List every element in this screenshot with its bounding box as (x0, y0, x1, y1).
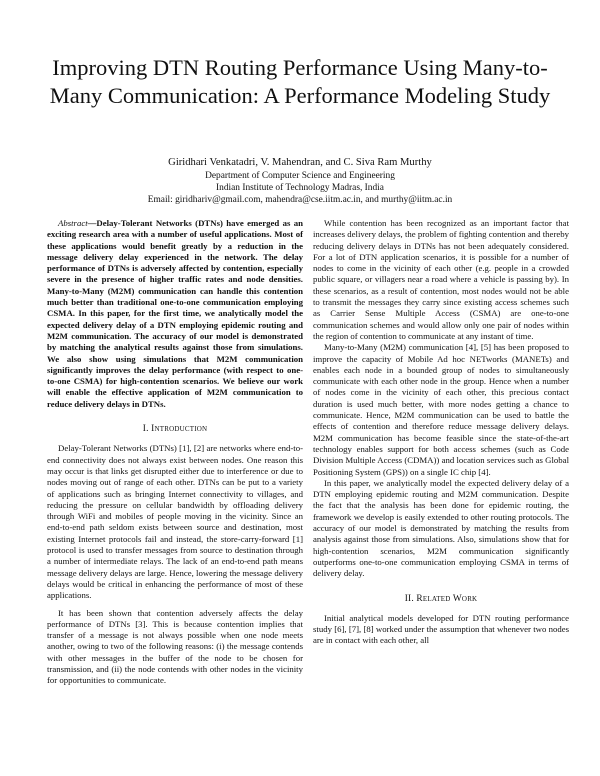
intro-paragraph-1: Delay-Tolerant Networks (DTNs) [1], [2] are networks where end-to-end connectivity does not always exist between nodes. One reason this may occur is that links get disrupted either due to interference or due to nodes moving out of range of each other. DTNs can be put to a variety of applications such as bringing Internet connectivity to villages, and reducing the pressure on cellular bandwidth by offloading delivery through WiFi and mobiles of people moving in the vicinity. Since an end-to-end path seldom exists between source and destination, most existing Internet protocols fail and instead, the store-carry-forward [1] protocol is used to transfer messages from source to destination through a number of intermediate relays. The lack of an end-to-end path means message delivery delays are large. Hence, lowering the message delivery delays would be critical in enhancing the performance of most of these applications. (47, 443, 303, 601)
intro-paragraph-4: Many-to-Many (M2M) communication [4], [5] has been proposed to improve the capacity of Mobile Ad hoc NETworks (MANETs) and enables each node in a bounded group of nodes to simultaneously communicate with each other node in the group. Hence when a number of nodes come in the vicinity of each other, this precious contact duration is used much better, with more nodes getting a chance to communicate. Hence, M2M communication can be used to battle the effects of contention and therefore reduce message delivery delays. M2M communication has become feasible since the state-of-the-art technology enables support for both access schemes (such as Code Division Multiple Access (CDMA)) and location services such as Global Positioning System (GPS)) on a single IC chip [4]. (313, 342, 569, 477)
abstract-text: —Delay-Tolerant Networks (DTNs) have emerged as an exciting research area with a number of useful applications. Most of these applications would benefit greatly by a reduction in the message delivery delay experienced in the network. The delay performance of DTNs is adversely affected by contention, especially severe in the presence of higher traffic rates and node densities. Many-to-Many (M2M) communication can handle this contention much better than traditional one-to-one communication employing CSMA. In this paper, for the first time, we analytically model the expected delivery delay of a DTN employing epidemic routing and M2M communication. The accuracy of our model is demonstrated by matching the analytical results against those from simulations. We also show using simulations that M2M communication significantly improves the delay performance (with respect to one-to-one CSMA) for high-contention scenarios. We believe our work will enable the effective application of M2M communication to reduce delivery delays in DTNs. (47, 218, 303, 409)
intro-paragraph-3: While contention has been recognized as an important factor that increases delivery delays, the problem of fighting contention and thereby reducing delivery delays in DTNs has not been adequately considered. For a lot of DTN application scenarios, it is possible for a number of nodes to come in the vicinity of each other (e.g. people in a crowded public square, or villagers near a road where a vehicle is passing by). In these scenarios, as a result of contention, most nodes would not be able to transmit the messages they carry since existing access schemes such as Carrier Sense Multiple Access (CSMA) are one-to-one communication schemes and would allow only one pair of nodes within the region of contention to communicate at any instant of time. (313, 218, 569, 341)
related-work-paragraph-1: Initial analytical models developed for DTN routing performance study [6], [7], [8] worked under the assumption that whenever two nodes are in contact with each other, all (313, 612, 569, 646)
affiliation-institute: Indian Institute of Technology Madras, India (216, 183, 384, 193)
affiliation-email: Email: giridhariv@gmail.com, mahendra@cse.iitm.ac.in, and murthy@iitm.ac.in (147, 195, 453, 205)
abstract-lead: Abstract (58, 218, 88, 228)
affiliation-department: Department of Computer Science and Engineering (205, 171, 395, 181)
left-column (47, 218, 303, 687)
intro-paragraph-2: It has been shown that contention adversely affects the delay performance of DTNs [3]. This is because contention implies that transfer of a message is not always possible when one node meets another, owing to two of the following reasons: (i) the message contends with other messages in the buffer of the node to be chosen for transmission, and (ii) the node contends with other nodes in the vicinity for opportunities to communicate. (47, 607, 303, 686)
paper-title: Improving DTN Routing Performance Using Many-to-Many Communication: A Performance Modeling Study (49, 55, 551, 108)
section-heading-introduction: I. Introduction (142, 424, 208, 435)
author-list: Giridhari Venkatadri, V. Mahendran, and C. Siva Ram Murthy (168, 157, 432, 168)
intro-paragraph-5: In this paper, we analytically model the expected delivery delay of a DTN employing epidemic routing and M2M communication. Despite the fact that the analysis has been done for epidemic routing, the framework we develop is easily extended to other routing protocols. The accuracy of our model is demonstrated by matching the results from analysis against those from simulations. Also, simulations show that for high-contention scenarios, M2M communication significantly outperforms one-to-one communication employing CSMA in terms of delivery delay. (313, 477, 569, 579)
abstract (47, 218, 303, 410)
section-heading-related-work: II. Related Work (404, 593, 478, 604)
right-column (313, 218, 569, 647)
